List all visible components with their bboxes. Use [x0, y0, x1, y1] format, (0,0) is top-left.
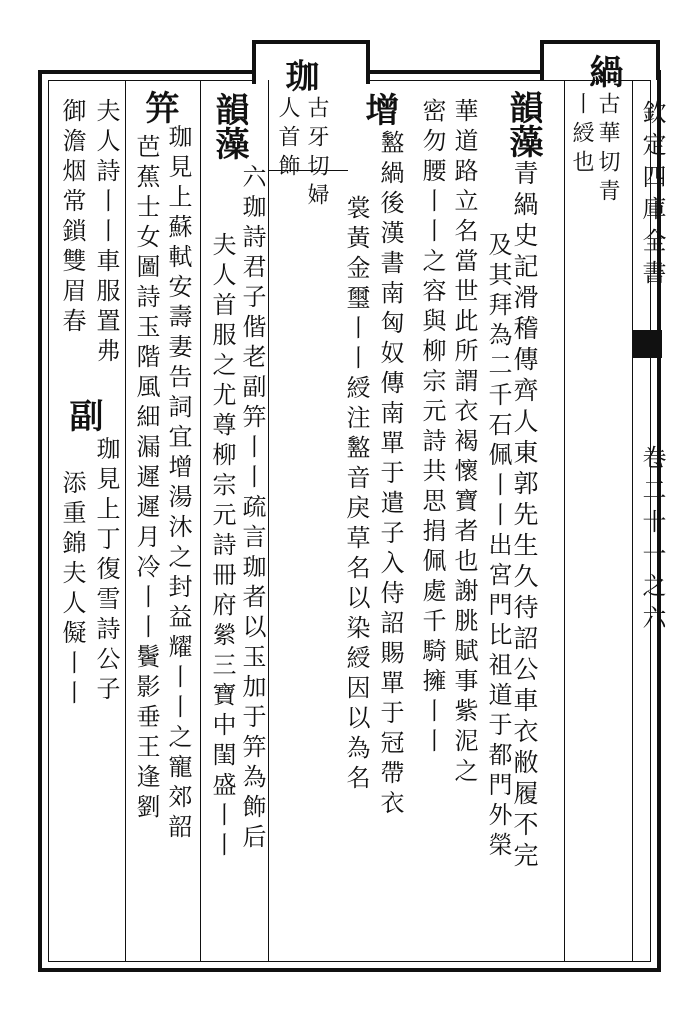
- entry-text: 盭緺後漢書南匈奴傳南單于遣子入侍詔賜單于冠帶衣: [376, 130, 404, 820]
- entry-head: 緺: [583, 54, 623, 88]
- column-rule: [125, 80, 126, 962]
- entry-text: 青緺史記滑稽傳齊人東郭先生久待詔公車衣敝履不完: [510, 160, 539, 873]
- column-rule: [564, 80, 565, 962]
- entry-text: 珈見上蘇軾安壽妻告詞宜增湯沐之封益耀丨丨之寵郊韶: [164, 124, 192, 844]
- entry-text: 丨綬也: [569, 92, 594, 179]
- entry-head: 韻藻: [209, 92, 249, 160]
- book-title: 欽定四庫全書: [638, 100, 666, 292]
- entry-text: 芭蕉士女圖詩玉階風細漏遲遲月冷丨丨鬢影垂王逢劉: [132, 134, 160, 824]
- entry-text: 御澹烟常鎖雙眉春: [58, 98, 86, 338]
- entry-text: 添重錦夫人儗丨丨: [58, 470, 86, 710]
- entry-text: 珈見上丁復雪詩公子: [92, 436, 120, 706]
- entry-text: 古華切青: [595, 92, 620, 208]
- entry-text: 華道路立名當世此所謂衣褐懷寶者也謝朓賦事紫泥之: [450, 98, 478, 788]
- entry-head: 珈: [279, 58, 319, 92]
- column-rule: [268, 80, 269, 962]
- entry-text: 及其拜為二千石佩丨丨出宮門比祖道于都門外榮: [484, 232, 512, 862]
- volume-label: 卷二十一之六: [638, 445, 666, 637]
- entry-head: 增: [359, 92, 399, 126]
- entry-text: 夫人首服之尤尊柳宗元詩冊府縈三寶中閨盛丨丨: [208, 232, 236, 862]
- entry-text: 密勿腰丨丨之容與柳宗元詩共思捐佩處千騎擁丨丨: [418, 98, 446, 758]
- entry-text: 古牙切婦: [304, 96, 329, 212]
- entry-text: 夫人詩丨丨車服置弗: [92, 98, 120, 368]
- entry-head: 笄: [139, 90, 179, 124]
- entry-head: 韻藻: [503, 90, 543, 158]
- entry-text: 人首飾: [275, 96, 300, 183]
- fishtail-mark: [632, 330, 662, 358]
- entry-text: 裳黃金璽丨丨綬注盭音戾草名以染綬因以為名: [342, 195, 370, 795]
- entry-text: 六珈詩君子偕老副笄丨丨疏言珈者以玉加于笄為飾后: [238, 164, 266, 854]
- entry-head: 副: [63, 398, 103, 432]
- column-rule: [200, 80, 201, 962]
- margin-rule: [632, 80, 633, 962]
